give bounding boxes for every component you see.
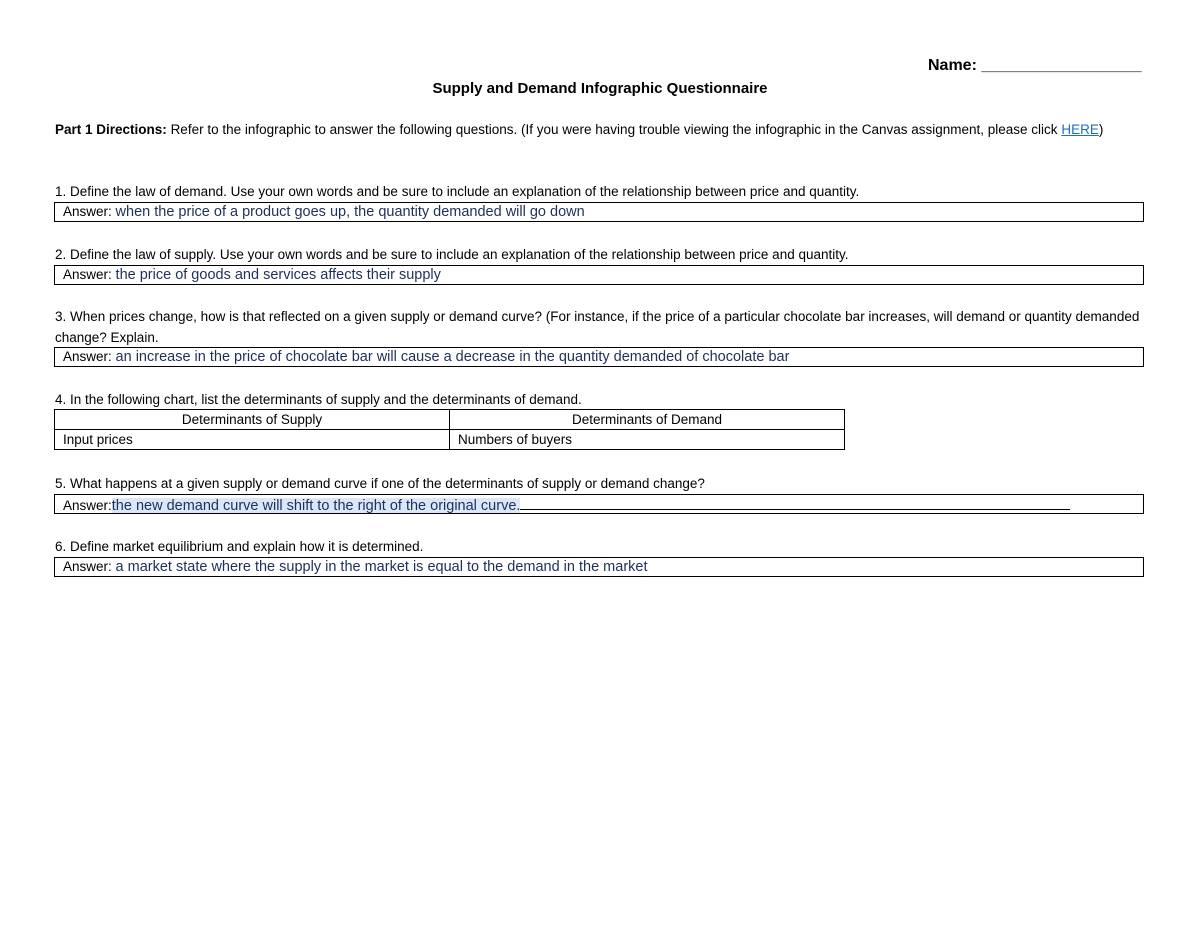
answer-label: Answer: xyxy=(63,204,112,219)
table-row xyxy=(55,430,845,450)
answer-text-2[interactable]: the price of goods and services affects their supply xyxy=(115,267,441,283)
name-label: Name: xyxy=(928,57,977,74)
question-5: 5. What happens at a given supply or demand curve if one of the determinants of supply or demand change? xyxy=(55,476,705,491)
answer-text-1[interactable]: when the price of a product goes up, the quantity demanded will go down xyxy=(115,204,585,220)
cell-demand[interactable]: Numbers of buyers xyxy=(450,430,845,450)
answer-box-3[interactable] xyxy=(54,347,1144,367)
answer-text-6[interactable]: a market state where the supply in the market is equal to the demand in the market xyxy=(115,559,648,575)
determinants-table xyxy=(54,409,845,450)
question-4: 4. In the following chart, list the determinants of supply and the determinants of demand. xyxy=(55,392,582,407)
answer-box-5[interactable] xyxy=(54,494,1144,514)
answer-box-6[interactable] xyxy=(54,557,1144,577)
answer-box-2[interactable] xyxy=(54,265,1144,285)
directions-label: Part 1 Directions: xyxy=(55,122,167,137)
answer-box-1[interactable] xyxy=(54,202,1144,222)
directions-close: ) xyxy=(1098,122,1104,137)
header-demand: Determinants of Demand xyxy=(450,410,845,430)
question-6: 6. Define market equilibrium and explain how it is determined. xyxy=(55,539,424,554)
question-3: 3. When prices change, how is that reflected on a given supply or demand curve? (For instance, if the price of a particular chocolate bar increases, will demand or quantity demanded change? Explain. xyxy=(55,309,1140,345)
cell-supply[interactable]: Input prices xyxy=(55,430,450,450)
answer-label: Answer: xyxy=(63,498,112,513)
answer-text-5[interactable]: the new demand curve will shift to the right of the original curve. xyxy=(111,498,521,514)
answer-label: Answer: xyxy=(63,349,112,364)
name-blank[interactable]: __________________ xyxy=(981,57,1142,74)
question-2: 2. Define the law of supply. Use your own words and be sure to include an explanation of the relationship between price and quantity. xyxy=(55,247,849,262)
answer-text-3[interactable]: an increase in the price of chocolate bar will cause a decrease in the quantity demanded of chocolate bar xyxy=(115,349,790,365)
header-supply: Determinants of Supply xyxy=(55,410,450,430)
name-field[interactable] xyxy=(928,57,1142,75)
table-header-row xyxy=(55,410,845,430)
here-link[interactable]: HERE xyxy=(1061,122,1099,137)
answer-label: Answer: xyxy=(63,559,112,574)
answer-underline xyxy=(520,495,1070,510)
answer-label: Answer: xyxy=(63,267,112,282)
question-1: 1. Define the law of demand. Use your own words and be sure to include an explanation of the relationship between price and quantity. xyxy=(55,184,860,199)
directions xyxy=(55,119,1145,140)
document-title: Supply and Demand Infographic Questionnaire xyxy=(432,80,768,97)
directions-text: Refer to the infographic to answer the following questions. (If you were having trouble viewing the infographic in the Canvas assignment, please click xyxy=(170,122,1058,137)
